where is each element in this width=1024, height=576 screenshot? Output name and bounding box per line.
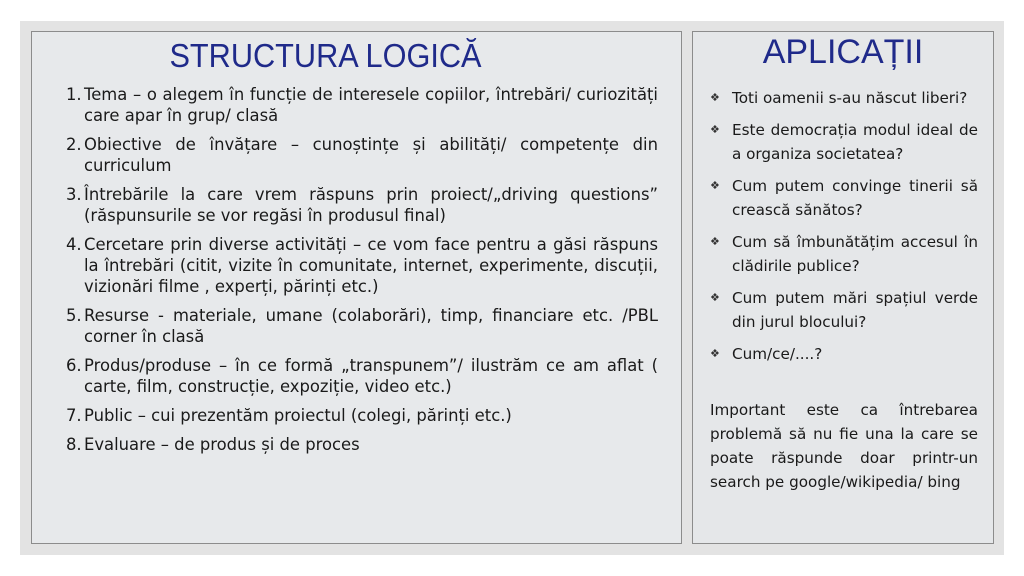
list-item: 3. Întrebările la care vrem răspuns prin proiect/„driving questions” (răspunsurile se vor regăsi în produsul final) bbox=[66, 185, 658, 225]
list-item-text: Cum să îmbunătățim accesul în clădirile publice? bbox=[732, 233, 978, 275]
list-item-text: Resurse - materiale, umane (colaborări), timp, financiare etc. /PBL corner în clasă bbox=[84, 306, 658, 346]
list-item-text: Este democrația modul ideal de a organiza societatea? bbox=[732, 121, 978, 163]
diamond-bullet-icon: ❖ bbox=[710, 291, 720, 304]
diamond-bullet-icon: ❖ bbox=[710, 123, 720, 136]
list-item-text: Cum putem convinge tinerii să crească sănătos? bbox=[732, 177, 978, 219]
list-item bbox=[710, 286, 978, 334]
list-item-text: Întrebările la care vrem răspuns prin proiect/„driving questions” (răspunsurile se vor regăsi în produsul final) bbox=[84, 185, 658, 225]
list-item-text: Cum/ce/....? bbox=[732, 345, 823, 363]
list-item: 8. Evaluare – de produs și de proces bbox=[66, 434, 658, 455]
list-item-text: Obiective de învățare – cunoștințe și abilități/ competențe din curriculum bbox=[84, 135, 658, 175]
list-item-text: Evaluare – de produs și de proces bbox=[84, 435, 360, 454]
diamond-bullet-icon: ❖ bbox=[710, 91, 720, 104]
list-item-text: Tema – o alegem în funcție de interesele copiilor, întrebări/ curiozități care apar în grup/ clasă bbox=[84, 85, 658, 125]
list-item bbox=[710, 86, 978, 110]
list-item: 2. Obiective de învățare – cunoștințe și abilități/ competențe din curriculum bbox=[66, 135, 658, 175]
applications-list bbox=[710, 86, 978, 374]
list-item: 1. Tema – o alegem în funcție de interesele copiilor, întrebări/ curiozități care apar în grup/ clasă bbox=[66, 85, 658, 125]
list-item: 4. Cercetare prin diverse activități – ce vom face pentru a găsi răspuns la întrebări (citit, vizite în comunitate, internet, experimente, discuții, vizionări filme , experți, părinți etc.) bbox=[66, 235, 658, 296]
list-item: 5. Resurse - materiale, umane (colaborări), timp, financiare etc. /PBL corner în clasă bbox=[66, 306, 658, 346]
list-item: 7. Public – cui prezentăm proiectul (colegi, părinți etc.) bbox=[66, 405, 658, 426]
logical-structure-list bbox=[66, 84, 658, 463]
list-item bbox=[710, 230, 978, 278]
list-item-text: Produs/produse – în ce formă „transpunem”/ ilustrăm ce am aflat ( carte, film, construcție, expoziție, video etc.) bbox=[84, 356, 658, 396]
list-item: 6. Produs/produse – în ce formă „transpunem”/ ilustrăm ce am aflat ( carte, film, construcție, expoziție, video etc.) bbox=[66, 356, 658, 396]
list-item-text: Cercetare prin diverse activități – ce vom face pentru a găsi răspuns la întrebări (citit, vizite în comunitate, internet, experimente, discuții, vizionări filme , experți, părinți etc.) bbox=[84, 235, 658, 296]
diamond-bullet-icon: ❖ bbox=[710, 235, 720, 248]
list-item bbox=[710, 118, 978, 166]
list-item-text: Cum putem mări spațiul verde din jurul blocului? bbox=[732, 289, 978, 331]
important-note: Important este ca întrebarea problemă să nu fie una la care se poate răspunde doar printr-un search pe google/wikipedia/ bing bbox=[710, 401, 978, 491]
logical-structure-title: STRUCTURA LOGICĂ bbox=[169, 37, 482, 74]
diamond-bullet-icon: ❖ bbox=[710, 347, 720, 360]
diamond-bullet-icon: ❖ bbox=[710, 179, 720, 192]
applications-title: APLICAȚII bbox=[762, 33, 924, 71]
list-item bbox=[710, 174, 978, 222]
list-item bbox=[710, 342, 978, 366]
list-item-text: Toti oamenii s-au născut liberi? bbox=[732, 89, 968, 107]
list-item-text: Public – cui prezentăm proiectul (colegi, părinți etc.) bbox=[84, 406, 512, 425]
